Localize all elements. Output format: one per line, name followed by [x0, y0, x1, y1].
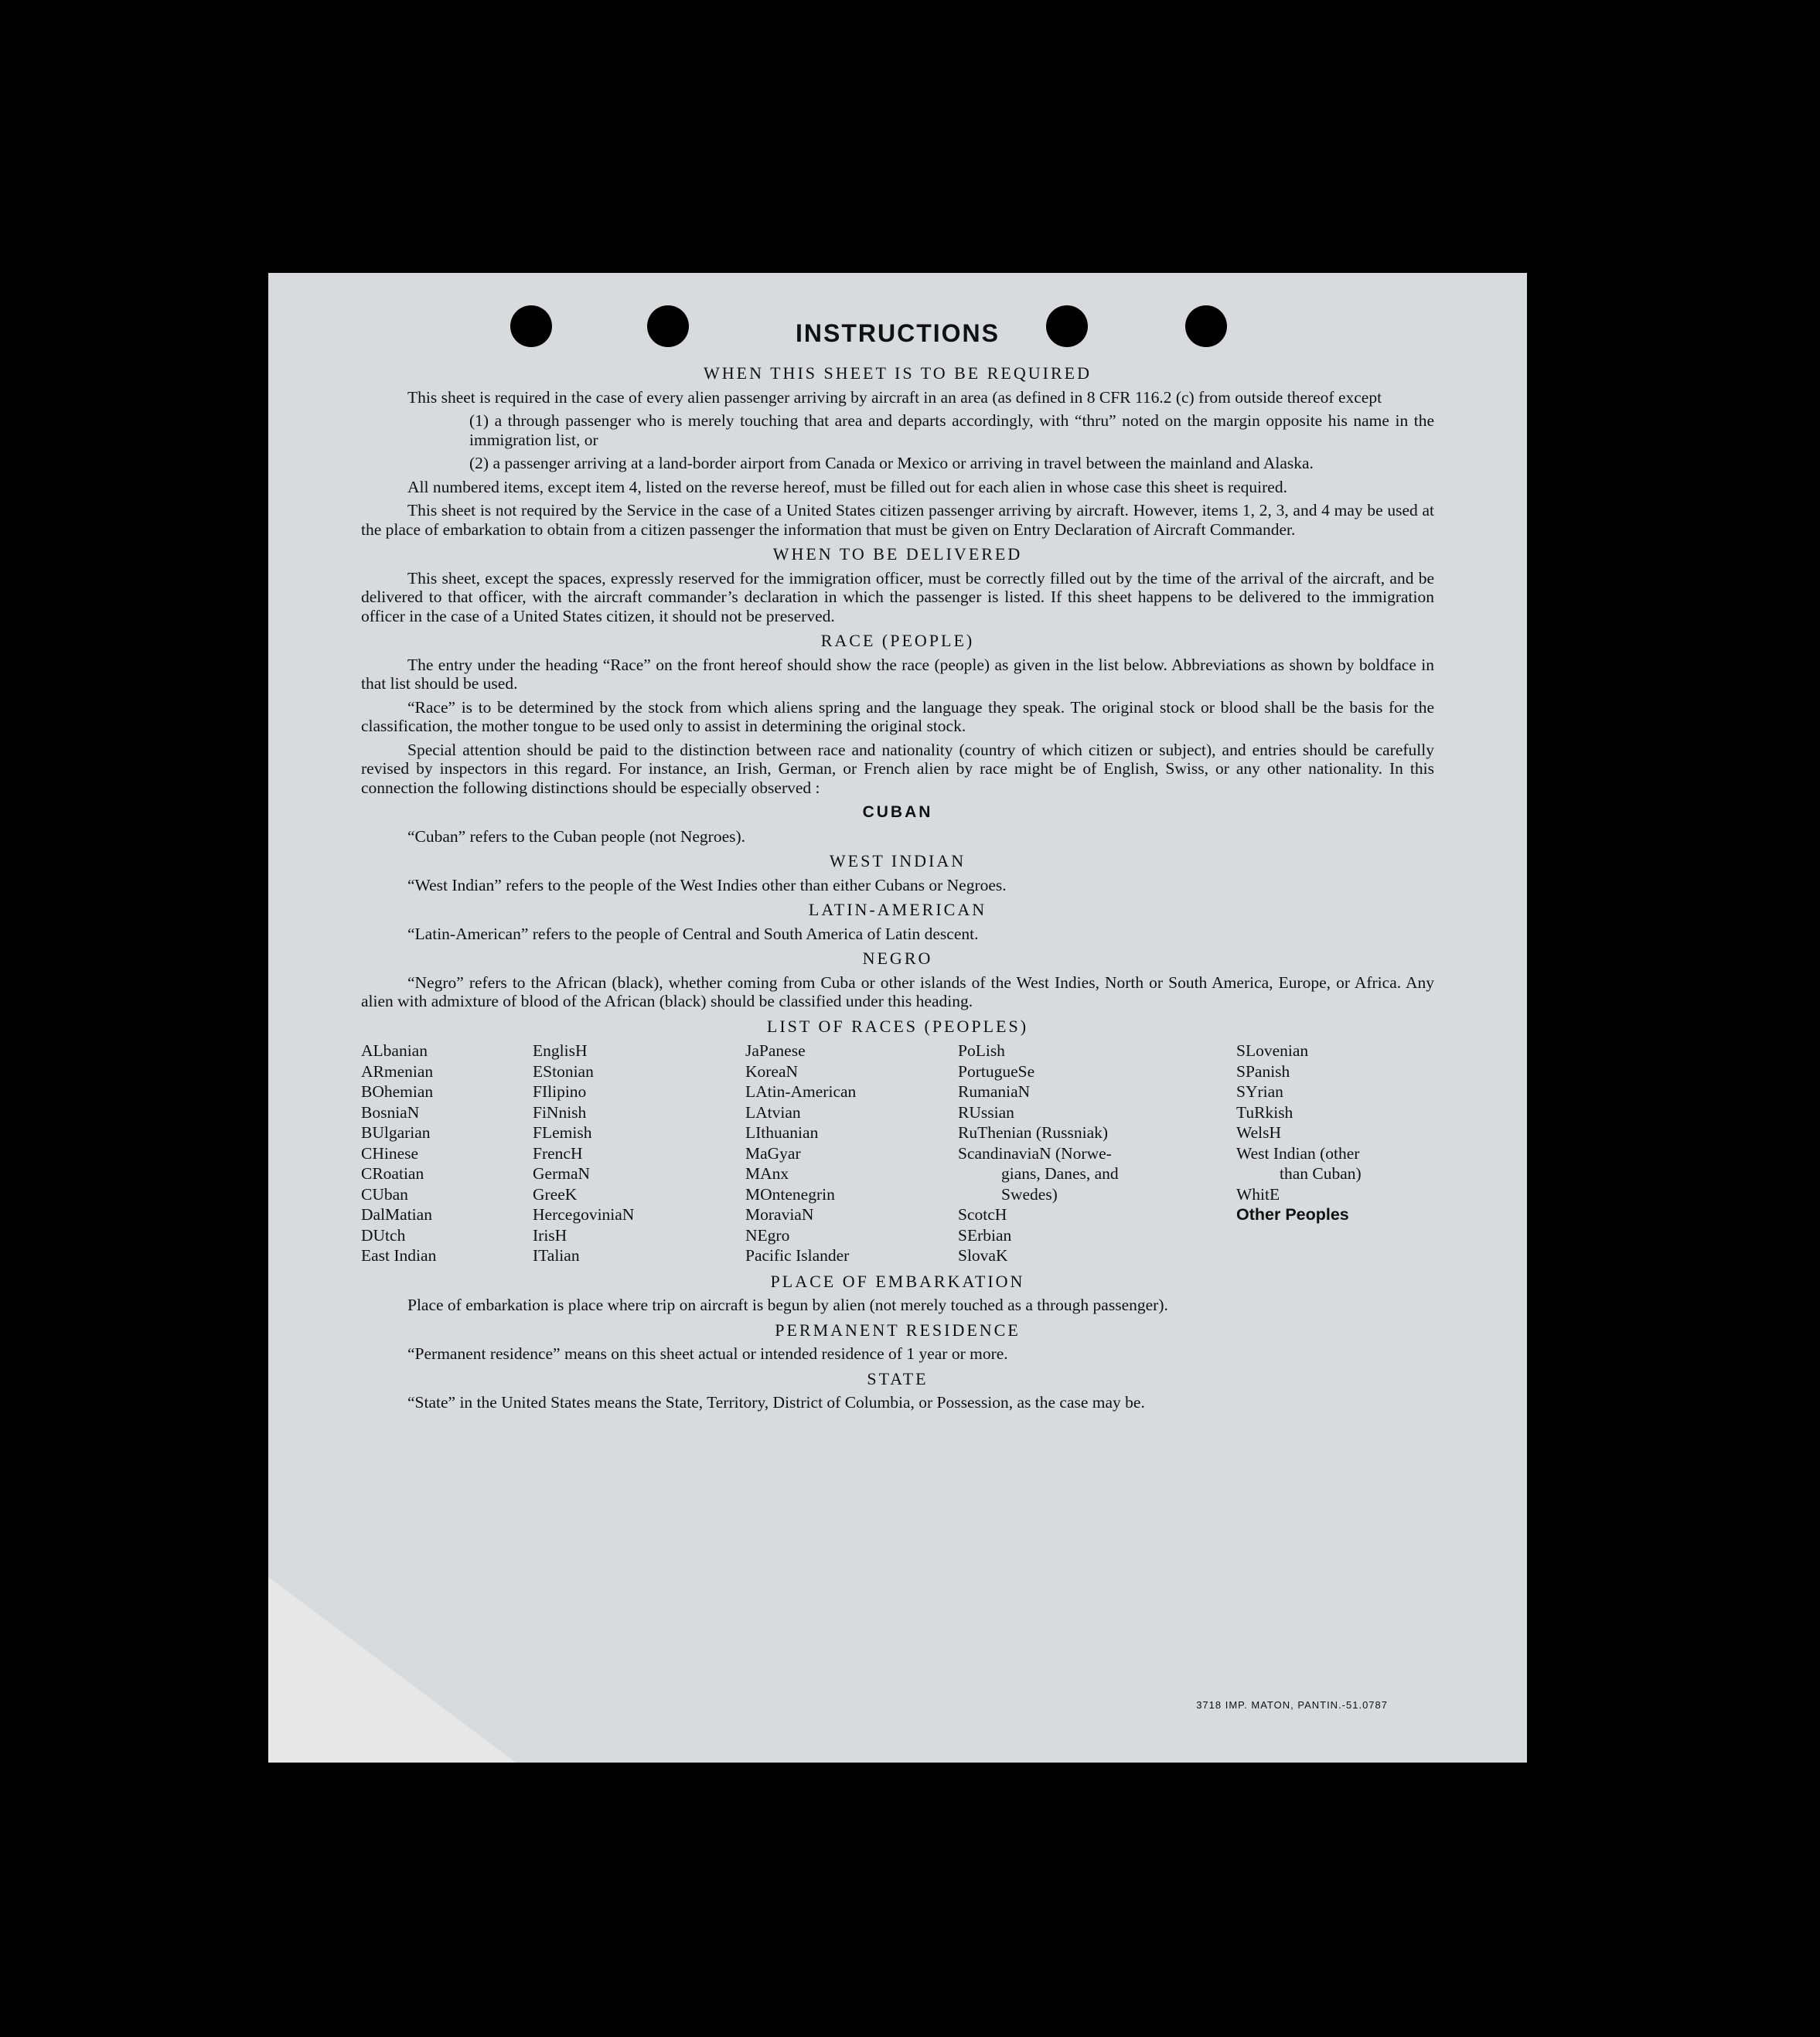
race-item: than Cuban) — [1280, 1164, 1362, 1183]
paragraph: The entry under the heading “Race” on the front hereof should show the race (people) as given in the list below. Abbreviations as shown by boldface in that list should be used. — [361, 655, 1434, 693]
race-item: MOntenegrin — [745, 1184, 835, 1204]
page-title: INSTRUCTIONS — [796, 319, 1000, 347]
race-item: GreeK — [533, 1184, 578, 1204]
race-item: MAnx — [745, 1164, 789, 1183]
list-item: (1) a through passenger who is merely touching that area and departs accordingly, with “thru” noted on the margin opposite his name in the immigration list, or — [469, 411, 1434, 449]
race-column — [745, 1041, 958, 1266]
race-item: FiNnish — [533, 1102, 587, 1122]
race-item: ARmenian — [361, 1061, 434, 1081]
race-column — [1236, 1041, 1422, 1266]
paragraph: Special attention should be paid to the distinction between race and nationality (country of which citizen or subject), and entries should be carefully revised by inspectors in this regard. For instance, an Irish, German, or French alien by race might be of English, Swiss, or any other nationality. In this connection the following distinctions should be especially observed : — [361, 740, 1434, 797]
paragraph: “Cuban” refers to the Cuban people (not Negroes). — [407, 826, 746, 846]
race-column — [958, 1041, 1236, 1266]
race-item: West Indian (other — [1236, 1143, 1360, 1163]
paragraph: All numbered items, except item 4, listed on the reverse hereof, must be filled out for each alien in whose case this sheet is required. — [407, 477, 1287, 496]
paragraph: “Permanent residence” means on this sheet actual or intended residence of 1 year or more. — [407, 1344, 1008, 1363]
paragraph: This sheet is required in the case of every alien passenger arriving by aircraft in an area (as defined in 8 CFR 116.2 (c) from outside thereof except — [407, 387, 1382, 407]
race-item: MoraviaN — [745, 1205, 814, 1224]
section-heading: RACE (PEOPLE) — [820, 631, 975, 650]
race-item: LAtvian — [745, 1102, 801, 1122]
race-item: RumaniaN — [958, 1082, 1031, 1101]
race-item: MaGyar — [745, 1143, 801, 1163]
race-item: DalMatian — [361, 1205, 432, 1224]
race-item: FIlipino — [533, 1082, 587, 1101]
race-item: BOhemian — [361, 1082, 434, 1101]
race-item: NEgro — [745, 1225, 790, 1245]
race-item: CRoatian — [361, 1164, 424, 1183]
race-item: RUssian — [958, 1102, 1014, 1122]
race-item: BUlgarian — [361, 1123, 431, 1142]
race-list — [361, 1041, 1434, 1266]
paragraph: “State” in the United States means the State, Territory, District of Columbia, or Possession, as the case may be. — [407, 1393, 1145, 1412]
race-item: LAtin-American — [745, 1082, 857, 1101]
race-item: Swedes) — [1001, 1184, 1058, 1204]
race-item: TuRkish — [1236, 1102, 1293, 1122]
section-heading: LIST OF RACES (PEOPLES) — [766, 1016, 1029, 1036]
race-item: EnglisH — [533, 1041, 588, 1060]
race-item: ScandinaviaN (Norwe- — [958, 1143, 1112, 1163]
race-item: LIthuanian — [745, 1123, 819, 1142]
section-heading: WHEN TO BE DELIVERED — [772, 544, 1023, 564]
section-heading: WEST INDIAN — [829, 851, 966, 870]
race-item: ScotcH — [958, 1205, 1007, 1224]
paragraph: Place of embarkation is place where trip on aircraft is begun by alien (not merely touched as a through passenger). — [407, 1296, 1168, 1314]
race-item: East Indian — [361, 1246, 437, 1265]
race-item: JaPanese — [745, 1041, 806, 1060]
race-item: BosniaN — [361, 1102, 420, 1122]
document-page — [268, 273, 1527, 1763]
race-item: KoreaN — [745, 1061, 799, 1081]
race-item: CHinese — [361, 1143, 419, 1163]
race-item: SErbian — [958, 1225, 1012, 1245]
section-heading: STATE — [867, 1368, 929, 1388]
race-item: HercegoviniaN — [533, 1205, 635, 1224]
race-item: SLovenian — [1236, 1041, 1309, 1060]
race-item: ITalian — [533, 1246, 580, 1265]
paragraph: “Negro” refers to the African (black), whether coming from Cuba or other islands of the West Indies, North or South America, Europe, or Africa. Any alien with admixture of blood of the African (black) should be classified under this heading. — [361, 973, 1434, 1010]
race-item: SPanish — [1236, 1061, 1290, 1081]
paragraph: This sheet, except the spaces, expressly reserved for the immigration officer, must be correctly filled out by the time of the arrival of the aircraft, and be delivered to that officer, with the aircraft commander’s declaration in which the passenger is listed. If this sheet happens to be delivered to the immigration officer in the case of a United States citizen, it should not be preserved. — [361, 568, 1434, 625]
section-heading: CUBAN — [862, 803, 933, 821]
race-item: DUtch — [361, 1225, 406, 1245]
folded-corner — [268, 1577, 516, 1763]
race-column — [361, 1041, 533, 1266]
paragraph: This sheet is not required by the Service in the case of a United States citizen passenger arriving by aircraft. However, items 1, 2, 3, and 4 may be used at the place of embarkation to obtain from a citizen passenger the information that must be given on Entry Declaration of Aircraft Commander. — [361, 501, 1434, 539]
race-item: SlovaK — [958, 1246, 1008, 1265]
race-item: IrisH — [533, 1225, 567, 1245]
race-item: PoLish — [958, 1041, 1005, 1060]
race-item: GermaN — [533, 1164, 591, 1183]
race-item: PortugueSe — [958, 1061, 1035, 1081]
race-item: Pacific Islander — [745, 1246, 850, 1265]
section-heading: PERMANENT RESIDENCE — [775, 1320, 1021, 1340]
race-item: RuThenian (Russniak) — [958, 1123, 1109, 1142]
race-item: Other Peoples — [1236, 1205, 1349, 1224]
list-item: (2) a passenger arriving at a land-border airport from Canada or Mexico or arriving in travel between the mainland and Alaska. — [469, 454, 1314, 472]
section-heading: PLACE OF EMBARKATION — [770, 1271, 1025, 1291]
section-heading: NEGRO — [862, 949, 933, 968]
race-item: SYrian — [1236, 1082, 1283, 1101]
instructions-body — [361, 358, 1434, 1417]
paragraph: “Latin-American” refers to the people of Central and South America of Latin descent. — [407, 924, 979, 943]
paragraph: “Race” is to be determined by the stock from which aliens spring and the language they speak. The original stock or blood shall be the basis for the classification, the mother tongue to be used only to assist in determining the original stock. — [361, 697, 1434, 735]
race-item: EStonian — [533, 1061, 594, 1081]
race-item: FLemish — [533, 1123, 592, 1142]
race-item: ALbanian — [361, 1041, 428, 1060]
race-item: WhitE — [1236, 1184, 1280, 1204]
race-item: WelsH — [1236, 1123, 1281, 1142]
race-item: FrencH — [533, 1143, 583, 1163]
paragraph: “West Indian” refers to the people of the West Indies other than either Cubans or Negroes. — [407, 875, 1007, 894]
printer-code: 3718 IMP. MATON, PANTIN.-51.0787 — [1196, 1699, 1388, 1711]
race-item: CUban — [361, 1184, 408, 1204]
race-item: gians, Danes, and — [1001, 1164, 1119, 1183]
section-heading: WHEN THIS SHEET IS TO BE REQUIRED — [704, 363, 1092, 383]
section-heading: LATIN-AMERICAN — [808, 900, 987, 919]
race-column — [533, 1041, 745, 1266]
